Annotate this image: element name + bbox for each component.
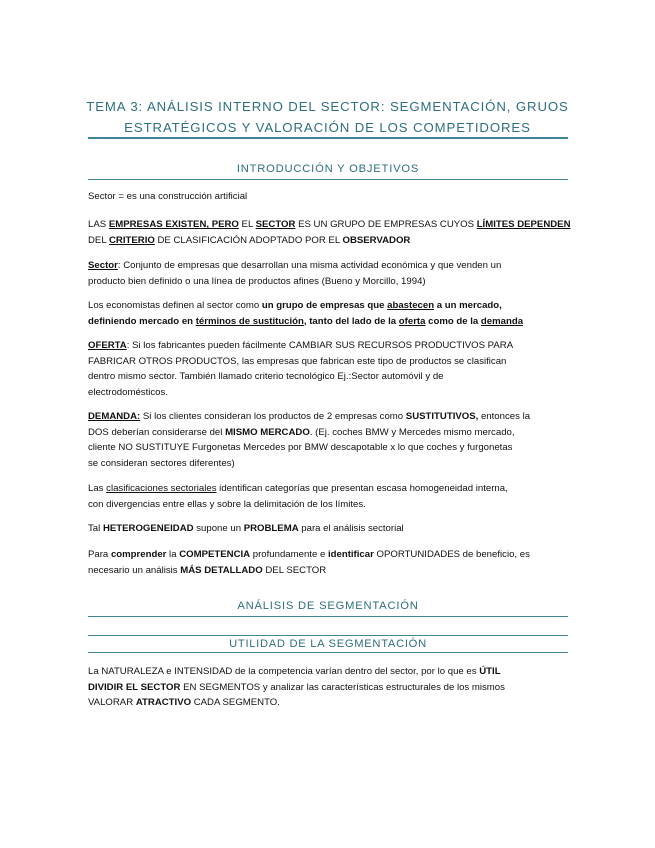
section-heading-intro: INTRODUCCIÓN Y OBJETIVOS	[236, 163, 420, 175]
section-heading-segmentation: ANÁLISIS DE SEGMENTACIÓN	[237, 600, 419, 612]
section-divider-segmentation	[88, 616, 568, 617]
title-divider	[88, 137, 568, 139]
paragraph-heterogeneidad: Tal HETEROGENEIDAD supone un PROBLEMA para el análisis sectorial	[88, 523, 404, 534]
section-divider-intro	[88, 179, 568, 180]
paragraph-clasificaciones: Las clasificaciones sectoriales identifican categorías que presentan escasa homogeneidad interna, con divergencias entre ellas y sobre la delimitación de los límites.	[88, 483, 508, 510]
paragraph-empresas: LAS EMPRESAS EXISTEN, PERO EL SECTOR ES UN GRUPO DE EMPRESAS CUYOS LÍMITES DEPENDEN DEL CRITERIO DE CLASIFICACIÓN ADOPTADO POR EL OBSERVADOR	[88, 219, 571, 246]
paragraph-comprender: Para comprender la COMPETENCIA profundamente e identificar OPORTUNIDADES de beneficio, es necesario un análisis MÁS DETALLADO DEL SECTOR	[88, 549, 530, 576]
title-line-2: ESTRATÉGICOS Y VALORACIÓN DE LOS COMPETIDORES	[124, 120, 531, 135]
document-title	[60, 96, 595, 138]
paragraph-economistas: Los economistas definen al sector como un grupo de empresas que abastecen a un mercado, definiendo mercado en términos de sustitución, tanto del lado de la oferta como de la demanda	[88, 300, 524, 327]
paragraph-sector-conjunto: Sector: Conjunto de empresas que desarrollan una misma actividad económica y que venden un producto bien definido o una línea de productos afines (Bueno y Morcillo, 1994)	[88, 260, 502, 287]
subsection-heading-utility: UTILIDAD DE LA SEGMENTACIÓN	[88, 635, 568, 653]
paragraph-oferta: OFERTA: Si los fabricantes pueden fácilmente CAMBIAR SUS RECURSOS PRODUCTIVOS PARA FABRICAR OTROS PRODUCTOS, las empresas que fabrican este tipo de productos se clasifican dentro mismo sector. También llamado criterio tecnológico Ej.:Sector automóvil y de electrodomésticos.	[88, 340, 514, 398]
paragraph-demanda: DEMANDA: Si los clientes consideran los productos de 2 empresas como SUSTITUTIVOS, entonces la DOS deberían considerarse del MISMO MERCADO. (Ej. coches BMW y Mercedes mismo mercado, cliente NO SUSTITUYE Furgonetas Mercedes por BMW descapotable x lo que coches y furgonetas se consideran sectores diferentes)	[88, 411, 531, 469]
paragraph-sector-definition: Sector = es una construcción artificial	[88, 191, 248, 202]
title-line-1: TEMA 3: ANÁLISIS INTERNO DEL SECTOR: SEGMENTACIÓN, GRUOS	[86, 99, 569, 114]
paragraph-naturaleza: La NATURALEZA e INTENSIDAD de la competencia varían dentro del sector, por lo que es ÚTIL DIVIDIR EL SECTOR EN SEGMENTOS y analizar las características estructurales de los mismos VALORAR ATRACTIVO CADA SEGMENTO.	[88, 666, 505, 709]
